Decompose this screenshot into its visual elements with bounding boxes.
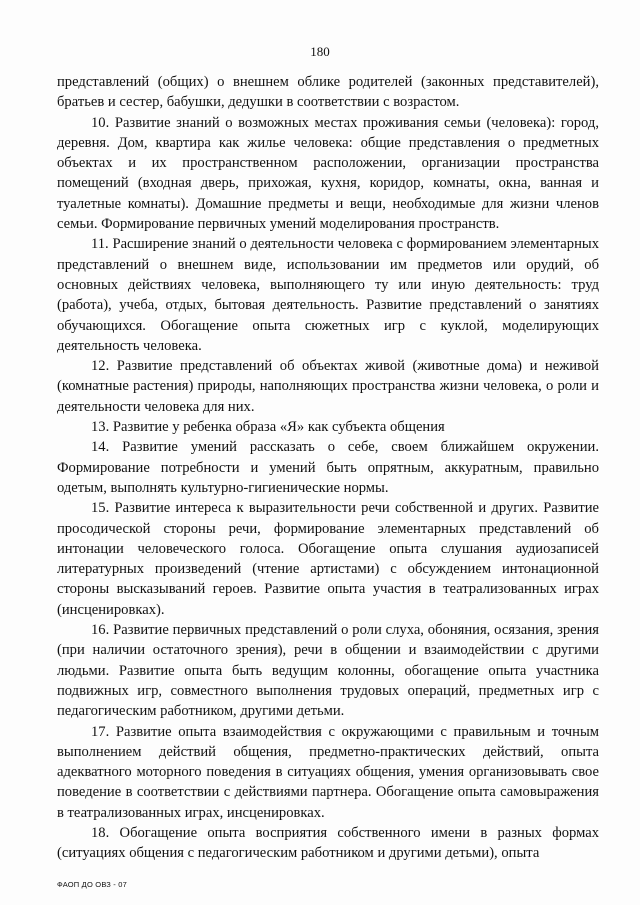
paragraph-18: 18. Обогащение опыта восприятия собственного имени в разных формах (ситуациях общения с педагогическим работником и другими детьми), опыта bbox=[57, 824, 599, 862]
paragraph-12: 12. Развитие представлений об объектах живой (животные дома) и неживой (комнатные растения) природы, наполняющих пространства жизни человека, о роли и деятельности человека для них. bbox=[57, 358, 599, 415]
paragraph-17: 17. Развитие опыта взаимодействия с окружающими с правильным и точным выполнением действий общения, предметно-практических действий, опыта адекватного моторного поведения в ситуациях общения, умения организовывать свое поведение в соответствии с действиями партнера. Обогащение опыта самовыражения в театрализованных играх, инсценировках. bbox=[57, 723, 599, 821]
paragraph-continuation: представлений (общих) о внешнем облике родителей (законных представителей), братьев и сестер, бабушки, дедушки в соответствии с возрастом. bbox=[57, 74, 599, 111]
paragraph-11: 11. Расширение знаний о деятельности человека с формированием элементарных представлений о внешнем виде, использовании им предметов или орудий, об основных действиях человека, выполняющего ту или иную деятельность: труд (работа), учеба, отдых, бытовая деятельность. Развитие представлений о занятиях обучающихся. Обогащение опыта сюжетных игр с куклой, моделирующих деятельность человека. bbox=[57, 236, 599, 354]
paragraph-16: 16. Развитие первичных представлений о роли слуха, обоняния, осязания, зрения (при наличии остаточного зрения), речи в общении и взаимодействии с другими людьми. Развитие опыта быть ведущим колонны, обогащение опыта участника подвижных игр, совместного выполнения трудовых операций, предметных игр с педагогическим работником, другими детьми. bbox=[57, 622, 599, 720]
paragraph-15: 15. Развитие интереса к выразительности речи собственной и других. Развитие просодической стороны речи, формирование элементарных представлений об интонации человеческого голоса. Обогащение опыта слушания аудиозаписей литературных произведений (чтение артистами) с обсуждением интонационной стороны высказываний героев. Развитие опыта участия в театрализованных играх (инсценировках). bbox=[57, 500, 599, 618]
body-text bbox=[57, 72, 599, 864]
footer-document-code: ФАОП ДО ОВЗ - 07 bbox=[57, 880, 128, 889]
page-number: 180 bbox=[310, 44, 330, 59]
paragraph-13: 13. Развитие у ребенка образа «Я» как субъекта общения bbox=[91, 419, 445, 436]
paragraph-10: 10. Развитие знаний о возможных местах проживания семьи (человека): город, деревня. Дом, квартира как жилье человека: общие представления о предметных объектах и их пространственном расположении, организации пространства помещений (входная дверь, прихожая, кухня, коридор, комнаты, окна, ванная и туалетные комнаты). Домашние предметы и вещи, необходимые для жизни членов семьи. Формирование первичных умений моделирования пространств. bbox=[57, 114, 599, 233]
paragraph-14: 14. Развитие умений рассказать о себе, своем ближайшем окружении. Формирование потребности и умений быть опрятным, аккуратным, правильно одетым, выполнять культурно-гигиенические нормы. bbox=[57, 439, 599, 496]
